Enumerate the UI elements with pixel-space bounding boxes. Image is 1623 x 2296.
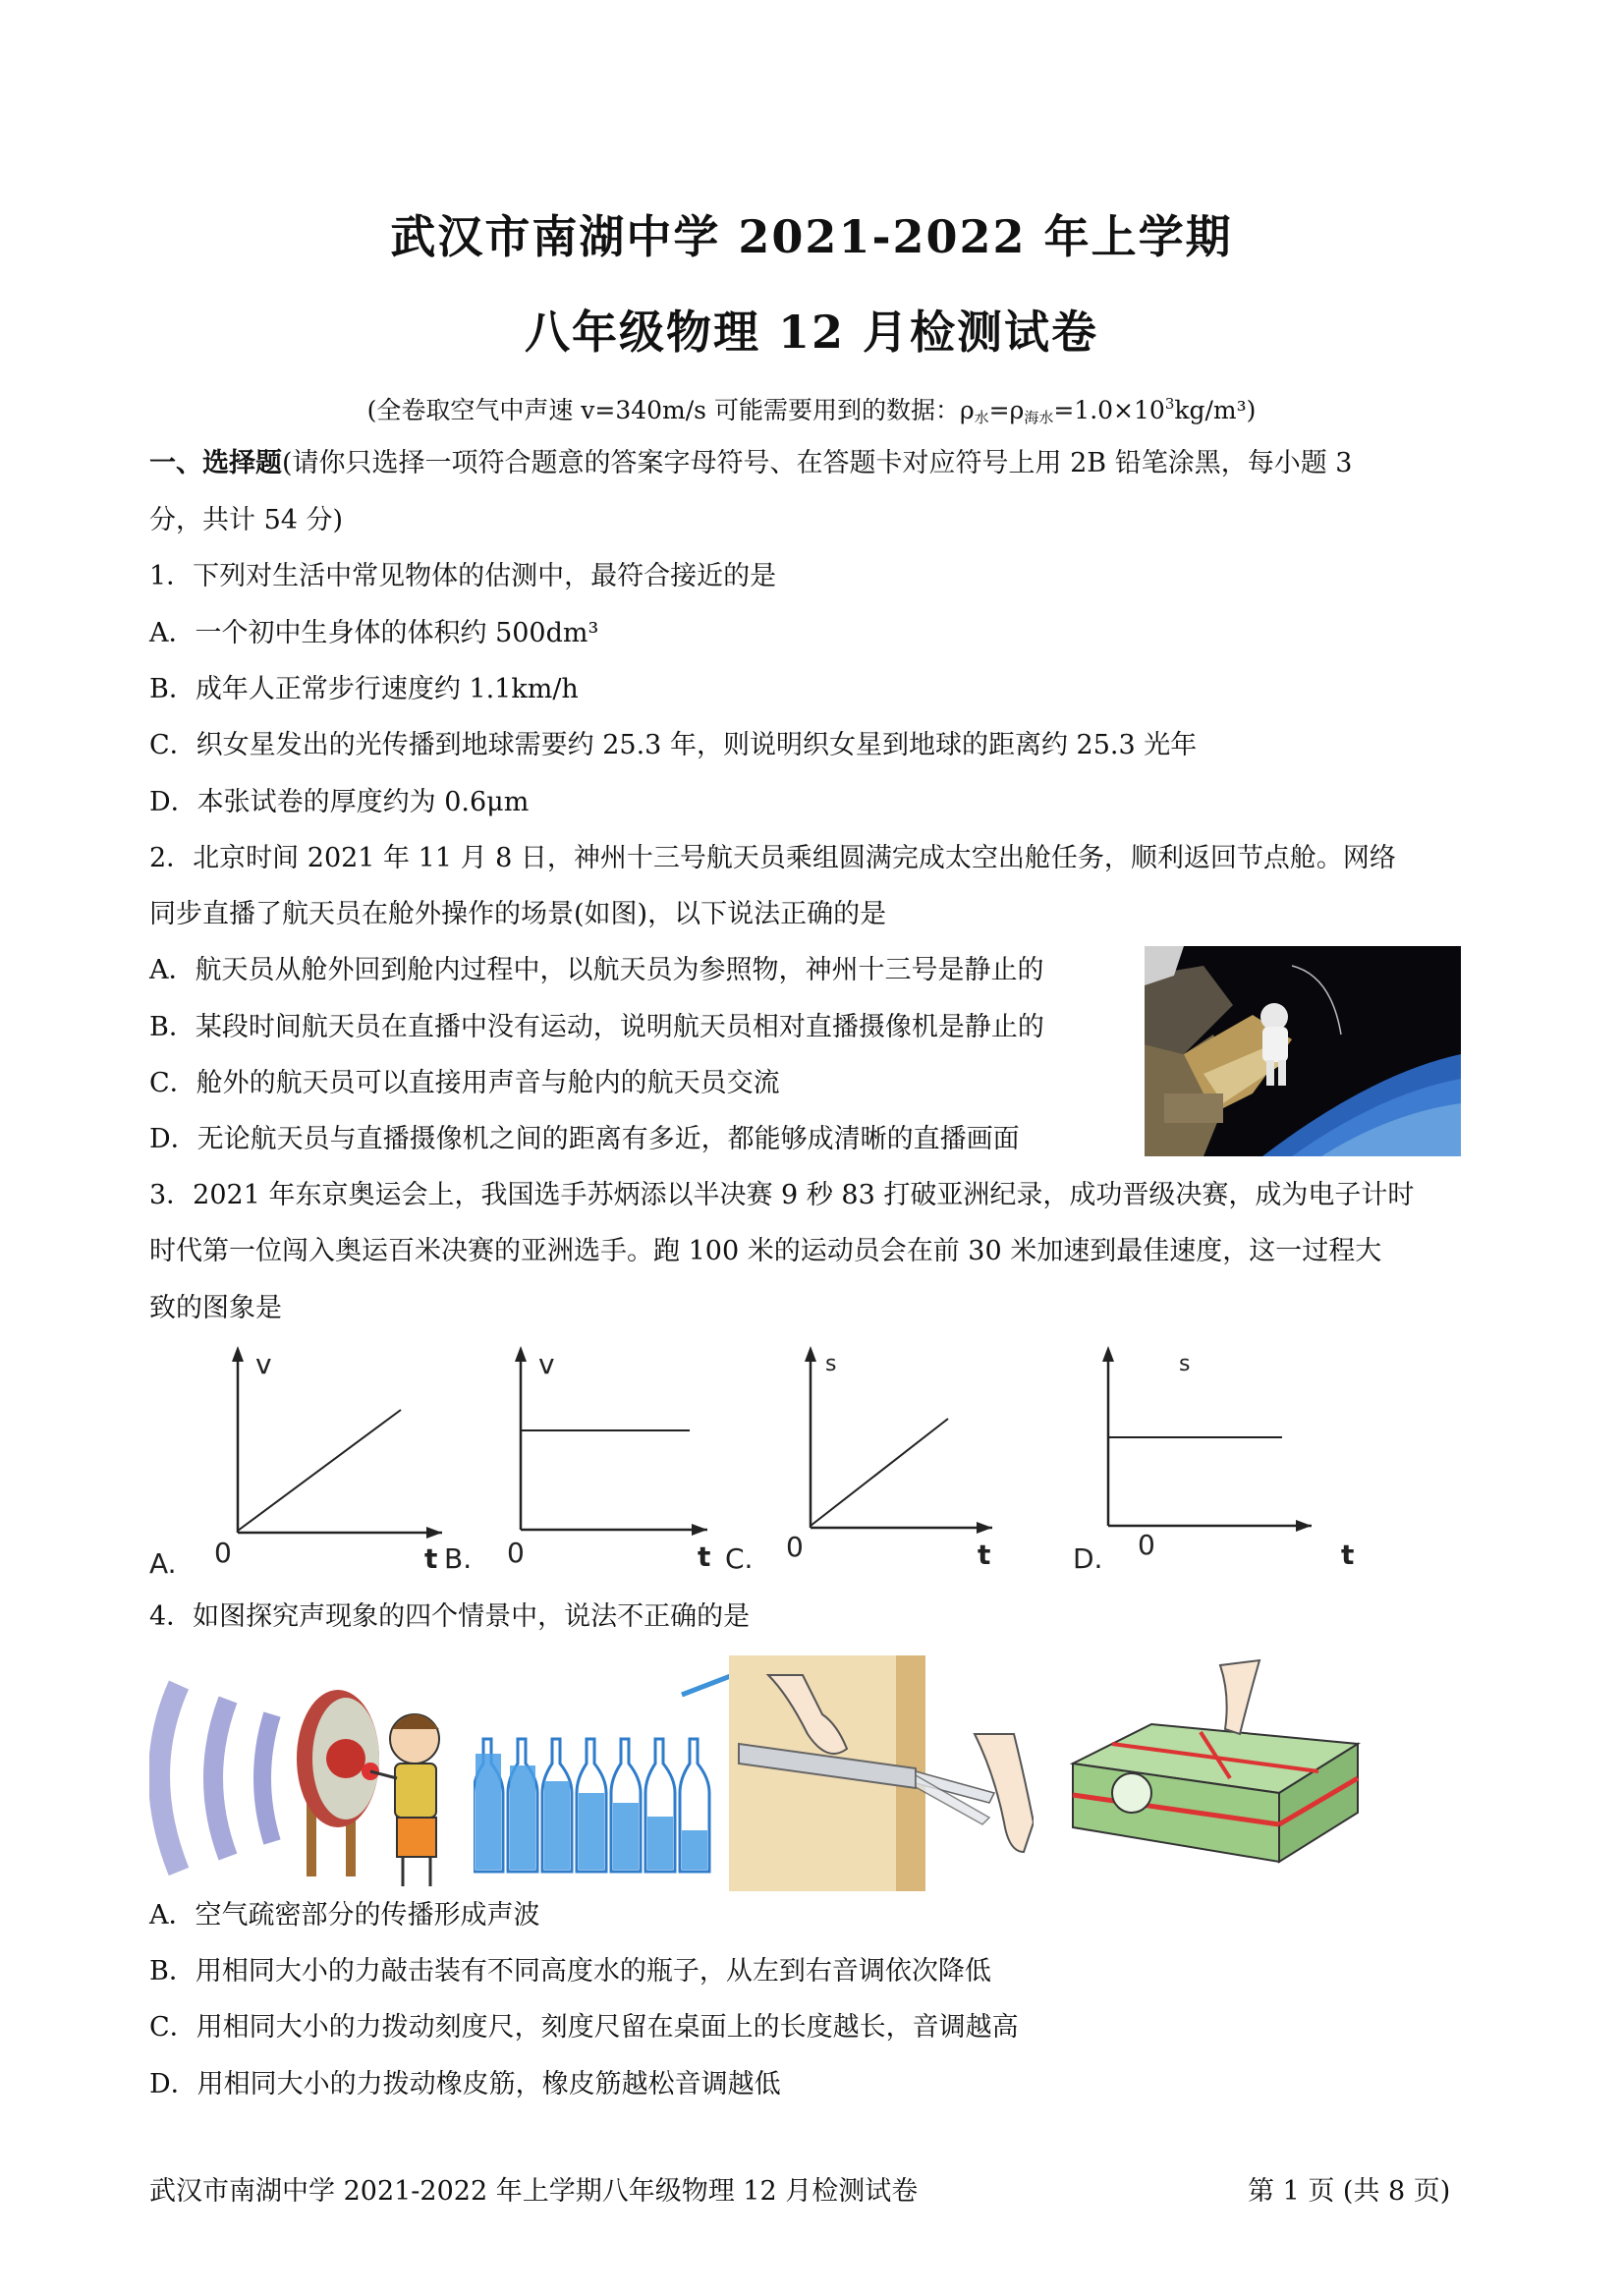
note-suffix: kg/m³) [1174,396,1257,424]
q3-graphs [147,1336,1395,1592]
graph-b [442,1336,737,1592]
q2-stem-line1: 2．北京时间 2021 年 11 月 8 日，神州十三号航天员乘组圆满完成太空出舱任务，顺利返回节点舱。网络 [149,843,1396,873]
q4-option-a: A．空气疏密部分的传播形成声波 [149,1900,540,1931]
section-title: 一、选择题 [149,448,282,478]
note-mid: =ρ [988,396,1025,424]
graph-a-option: A. [149,1547,177,1580]
q3-stem-line2: 时代第一位闯入奥运百米决赛的亚洲选手。跑 100 米的运动员会在前 30 米加速到最佳速度，这一过程大 [149,1236,1382,1266]
q2-stem-line2: 同步直播了航天员在舱外操作的场景(如图)，以下说法正确的是 [149,899,887,929]
astronaut-spacewalk-photo [1145,946,1461,1156]
bottles-scene [474,1655,729,1891]
q1-option-a: A．一个初中生身体的体积约 500dm³ [149,618,599,648]
graph-b-option: B. [444,1542,473,1575]
drum-scene [149,1655,474,1891]
footer-exam-name: 武汉市南湖中学 2021-2022 年上学期八年级物理 12 月检测试卷 [149,2176,919,2207]
graph-a-y-label: v [255,1348,272,1380]
q4-option-d: D．用相同大小的力拨动橡皮筋，橡皮筋越松音调越低 [149,2069,781,2100]
q1-option-c: C．织女星发出的光传播到地球需要约 25.3 年，则说明织女星到地球的距离约 25.3 光年 [149,730,1198,760]
q4-option-c: C．用相同大小的力拨动刻度尺，刻度尺留在桌面上的长度越长，音调越高 [149,2012,1019,2043]
note-sub2: 海水 [1024,409,1054,426]
note-sub1: 水 [974,409,989,426]
section-heading [149,446,1352,481]
section-instructions-cont: 分，共计 54 分) [149,505,344,535]
graph-a [147,1336,442,1592]
q1-option-b: B．成年人正常步行速度约 1.1km/h [149,674,579,704]
ruler-scene [729,1655,1034,1891]
graph-d-x-label: t [1341,1539,1355,1571]
q2-option-b: B．某段时间航天员在直播中没有运动，说明航天员相对直播摄像机是静止的 [149,1012,1044,1042]
q4-scenes [149,1655,1456,1891]
note-prefix: (全卷取空气中声速 v=340m/s 可能需要用到的数据：ρ [366,396,975,424]
graph-b-y-label: v [538,1348,555,1380]
q2-option-d: D．无论航天员与直播摄像机之间的距离有多近，都能够成清晰的直播画面 [149,1124,1020,1154]
footer-page-number: 第 1 页 (共 8 页) [1248,2176,1451,2207]
exam-title-line2: 八年级物理 12 月检测试卷 [524,306,1099,359]
q3-stem-line1: 3．2021 年东京奥运会上，我国选手苏炳添以半决赛 9 秒 83 打破亚洲纪录，成功晋级决赛，成为电子计时 [149,1180,1415,1210]
exam-title-line1: 武汉市南湖中学 2021-2022 年上学期 [390,210,1233,263]
q4-option-b: B．用相同大小的力敲击装有不同高度水的瓶子，从左到右音调依次降低 [149,1956,991,1987]
note-val: =1.0×10 [1053,396,1165,424]
q2-option-a: A．航天员从舱外回到舱内过程中，以航天员为参照物，神州十三号是静止的 [149,955,1044,985]
graph-a-x-label: t [424,1542,438,1575]
graph-c-x-label: t [978,1539,991,1571]
q4-stem: 4．如图探究声现象的四个情景中，说法不正确的是 [149,1601,751,1632]
q1-option-d: D．本张试卷的厚度约为 0.6μm [149,787,530,817]
graph-a-origin: 0 [214,1537,232,1569]
q3-stem-line3: 致的图象是 [149,1293,282,1323]
graph-b-x-label: t [698,1540,711,1573]
section-instructions: (请你只选择一项符合题意的答案字母符号、在答题卡对应符号上用 2B 铅笔涂黑，每小题 3 [282,448,1353,478]
graph-c-option: C. [725,1542,754,1575]
graph-c-origin: 0 [786,1531,804,1563]
graph-c-y-label: s [825,1352,837,1376]
q1-stem: 1．下列对生活中常见物体的估测中，最符合接近的是 [149,561,777,591]
rubber-band-box-scene [1034,1655,1456,1891]
q2-option-c: C．舱外的航天员可以直接用声音与舱内的航天员交流 [149,1068,780,1098]
graph-d-option: D. [1073,1542,1103,1575]
graph-d-y-label: s [1179,1352,1191,1376]
note-sup: 3 [1164,395,1175,413]
graph-d-origin: 0 [1138,1529,1155,1561]
constants-note [0,391,1623,427]
graph-b-origin: 0 [507,1537,525,1569]
